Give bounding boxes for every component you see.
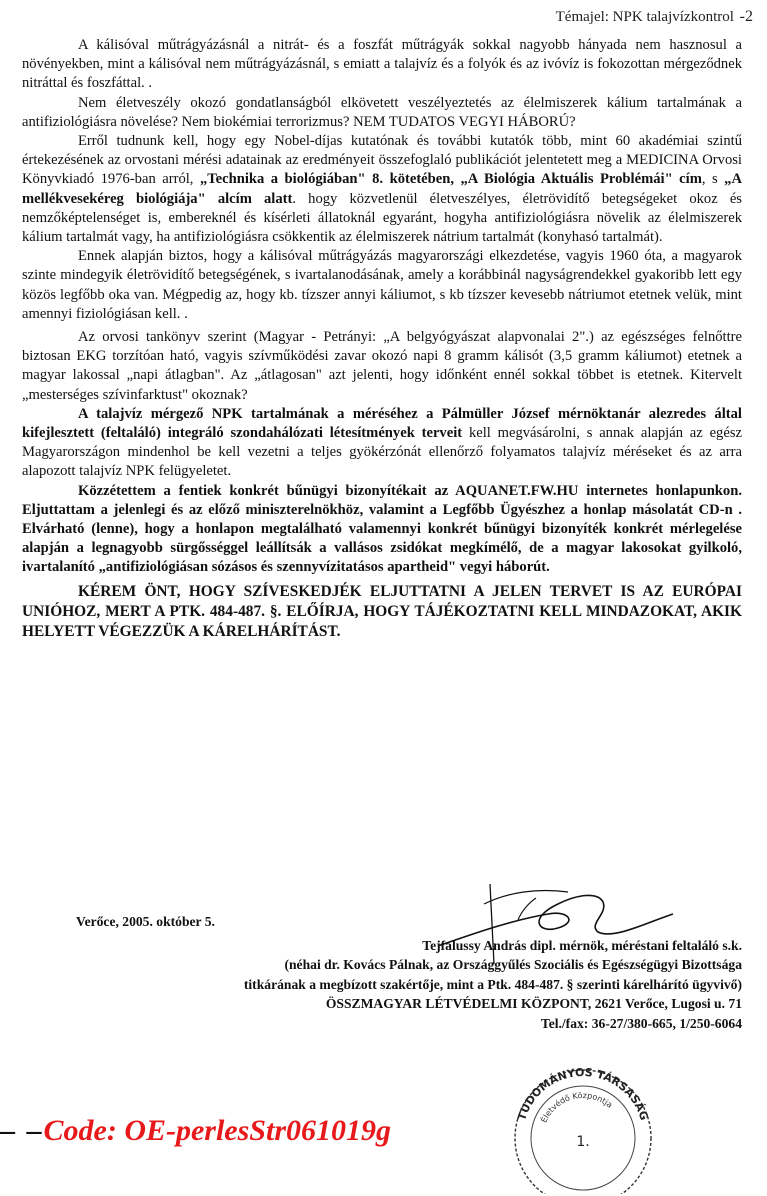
signer-role-2: titkárának a megbízott szakértője, mint a Ptk. 484-487. § szerinti kárelhárító ügyvivő) [243,976,742,992]
organization-address: ÖSSZMAGYAR LÉTVÉDELMI KÖZPONT, 2621 Verőce, Lugosi u. 71 [325,996,742,1012]
paragraph-6 [22,405,742,482]
stamp-inner-text: Életvédő Központja [539,1090,615,1125]
paragraph-3-subtitle: „A mellékvesekéreg biológiája" alcím alatt [22,171,743,207]
handwritten-signature [418,862,718,972]
document-code [0,1114,391,1148]
date-line: Verőce, 2005. október 5. [76,914,215,929]
round-stamp [503,1054,663,1194]
paragraph-3-intro: Erről tudnunk kell, hogy egy Nobel-díjas kutatónak és további kutatók több, mint 60 akadémiai szintű értekezésének az orvostani mérési adatainak az eredményeit összefoglaló publikációt jelentetett meg a MEDICINA Orvosi Könyvkiadó 1976-ban arról, [22,133,742,188]
paragraph-1: A kálisóval műtrágyázásnál a nitrát- és a foszfát műtrágyák sokkal nagyobb hányada nem hasznosul a növényekben, mint a kálisóval nem műtrágyázásnál, s emiatt a talajvíz és a folyók és az ivóvíz is fokozottan mérgeződnek nitráttal és foszfáttal. . [22,37,742,92]
paragraph-3-sep: , s [701,171,725,188]
stamp-center-number: 1. [576,1134,590,1150]
paragraph-4: Ennek alapján biztos, hogy a kálisóval műtrágyázás magyarországi elkezdetése, vagyis 1960 óta, a magyarok szinte mindegyik életrövidítő betegségének, s ivartalanodásának, amely a korábbinál nagyságrendekkel gyakoribb lett egy közös legfőbb oka van. Mégpedig az, hogy kb. tízszer annyi káliumot, s kb tízszer kevesebb nátriumot etetnek velük, mint amennyi fiziológiásan kell. . [22,248,742,322]
body-text [22,36,742,642]
stamp-outer-text: TUDOMÁNYOS TÁRSASÁG [515,1065,651,1123]
paragraph-6-rest: kell megvásárolni, s annak alapján az egész Magyarországon mindenhol be kell vezetni a teljes gyökérzónát ellenőrző folyamatos talajvíz méréseket és az arra alapozott talajvíz NPK felügyeletet. [22,425,742,480]
code-label: Code: OE-perlesStr061019g [43,1114,391,1147]
paragraph-6-bold: A talajvíz mérgező NPK tartalmának a méréséhez a Pálmüller József mérnöktanár alezredes által kifejlesztett (feltaláló) integráló szondahálózati létesítmények terveit [22,405,742,442]
paragraph-5: Az orvosi tankönyv szerint (Magyar - Petrányi: „A belgyógyászat alapvonalai 2".) az egészséges felnőttre biztosan EKG torzítóan ható, vagyis szívműködési zavar okozó napi 8 gramm kálisót (3,5 gramm káliumot) etetnek a magyar lakossal „napi átlagban". Az „átlagosan" azt jelenti, hogy időnként ennél sokkal többet is etetnek. Kitervelt „mesterséges szívinfarktust" okoznak? [22,329,742,403]
signer-name: Tejfalussy András dipl. mérnök, méréstani feltaláló s.k. [422,938,742,953]
paragraph-3 [22,132,742,247]
code-dash: – – [0,1114,44,1147]
svg-text:Életvédő Központja [538,1091,615,1124]
header-topic-line [556,8,753,26]
contact-phone: Tel./fax: 36-27/380-665, 1/250-6064 [540,1015,742,1031]
signer-role-1: (néhai dr. Kovács Pálnak, az Országgyűlés Szociális és Egészségügyi Bizottsága [284,957,742,973]
plea-paragraph: KÉREM ÖNT, HOGY SZÍVESKEDJÉK ELJUTTATNI A JELEN TERVET IS AZ EURÓPAI UNIÓHOZ, MERT A PTK. 484-487. §. ELŐÍRJA, HOGY TÁJÉKOZTATNI KELL MINDAZOKAT, AKIK HELYETT VÉGEZZÜK A KÁRELHÁRÍTÁST. [22,582,742,640]
paragraph-7: Közzétettem a fentiek konkrét bűnügyi bizonyítékait az AQUANET.FW.HU internetes honlapunkon. Eljuttattam a jelenlegi és az előző miniszterelnökhöz, valamint a Legfőbb Ügyészhez a honlap másolatát CD-n . Elvárható (lenne), hogy a honlapon megtalálható valamennyi konkrét bűnügyi bizonyíték konkrét mérlegelése alapján a legnagyobb sürgősséggel leállítsák a vallásos zsidókat megkímélő, de a magyar lakosokat gyilkoló, ivartalanító „antifiziológiásan sózásos és szennyvízitatásos apartheid" vegyi háborút. [22,482,742,576]
header-title: Témajel: NPK talajvízkontrol [555,9,734,25]
paragraph-3-rest: . hogy közvetlenül életveszélyes, életrövidítő betegségeket okoz és nemzőképtelenséget is, embereknél és kísérleti állatoknál egyaránt, hogyha antifiziológiásra növelik az élelmiszerek kálium tartalmát vagy, ha antifiziológiásra csökkentik az élelmiszerek nátrium tartalmát (konyhasó tartalmát). [22,190,742,246]
paragraph-3-book-title: „Technika a biológiában" 8. kötetében, „A Biológia Aktuális Problémái" cím [199,171,702,188]
paragraph-2: Nem életveszély okozó gondatlanságból elkövetett veszélyeztetés az élelmiszerek kálium tartalmának a antifiziológiásra növelése? Nem biokémiai terrorizmus? NEM TUDATOS VEGYI HÁBORÚ? [22,94,742,130]
page-number: -2 [739,8,753,25]
